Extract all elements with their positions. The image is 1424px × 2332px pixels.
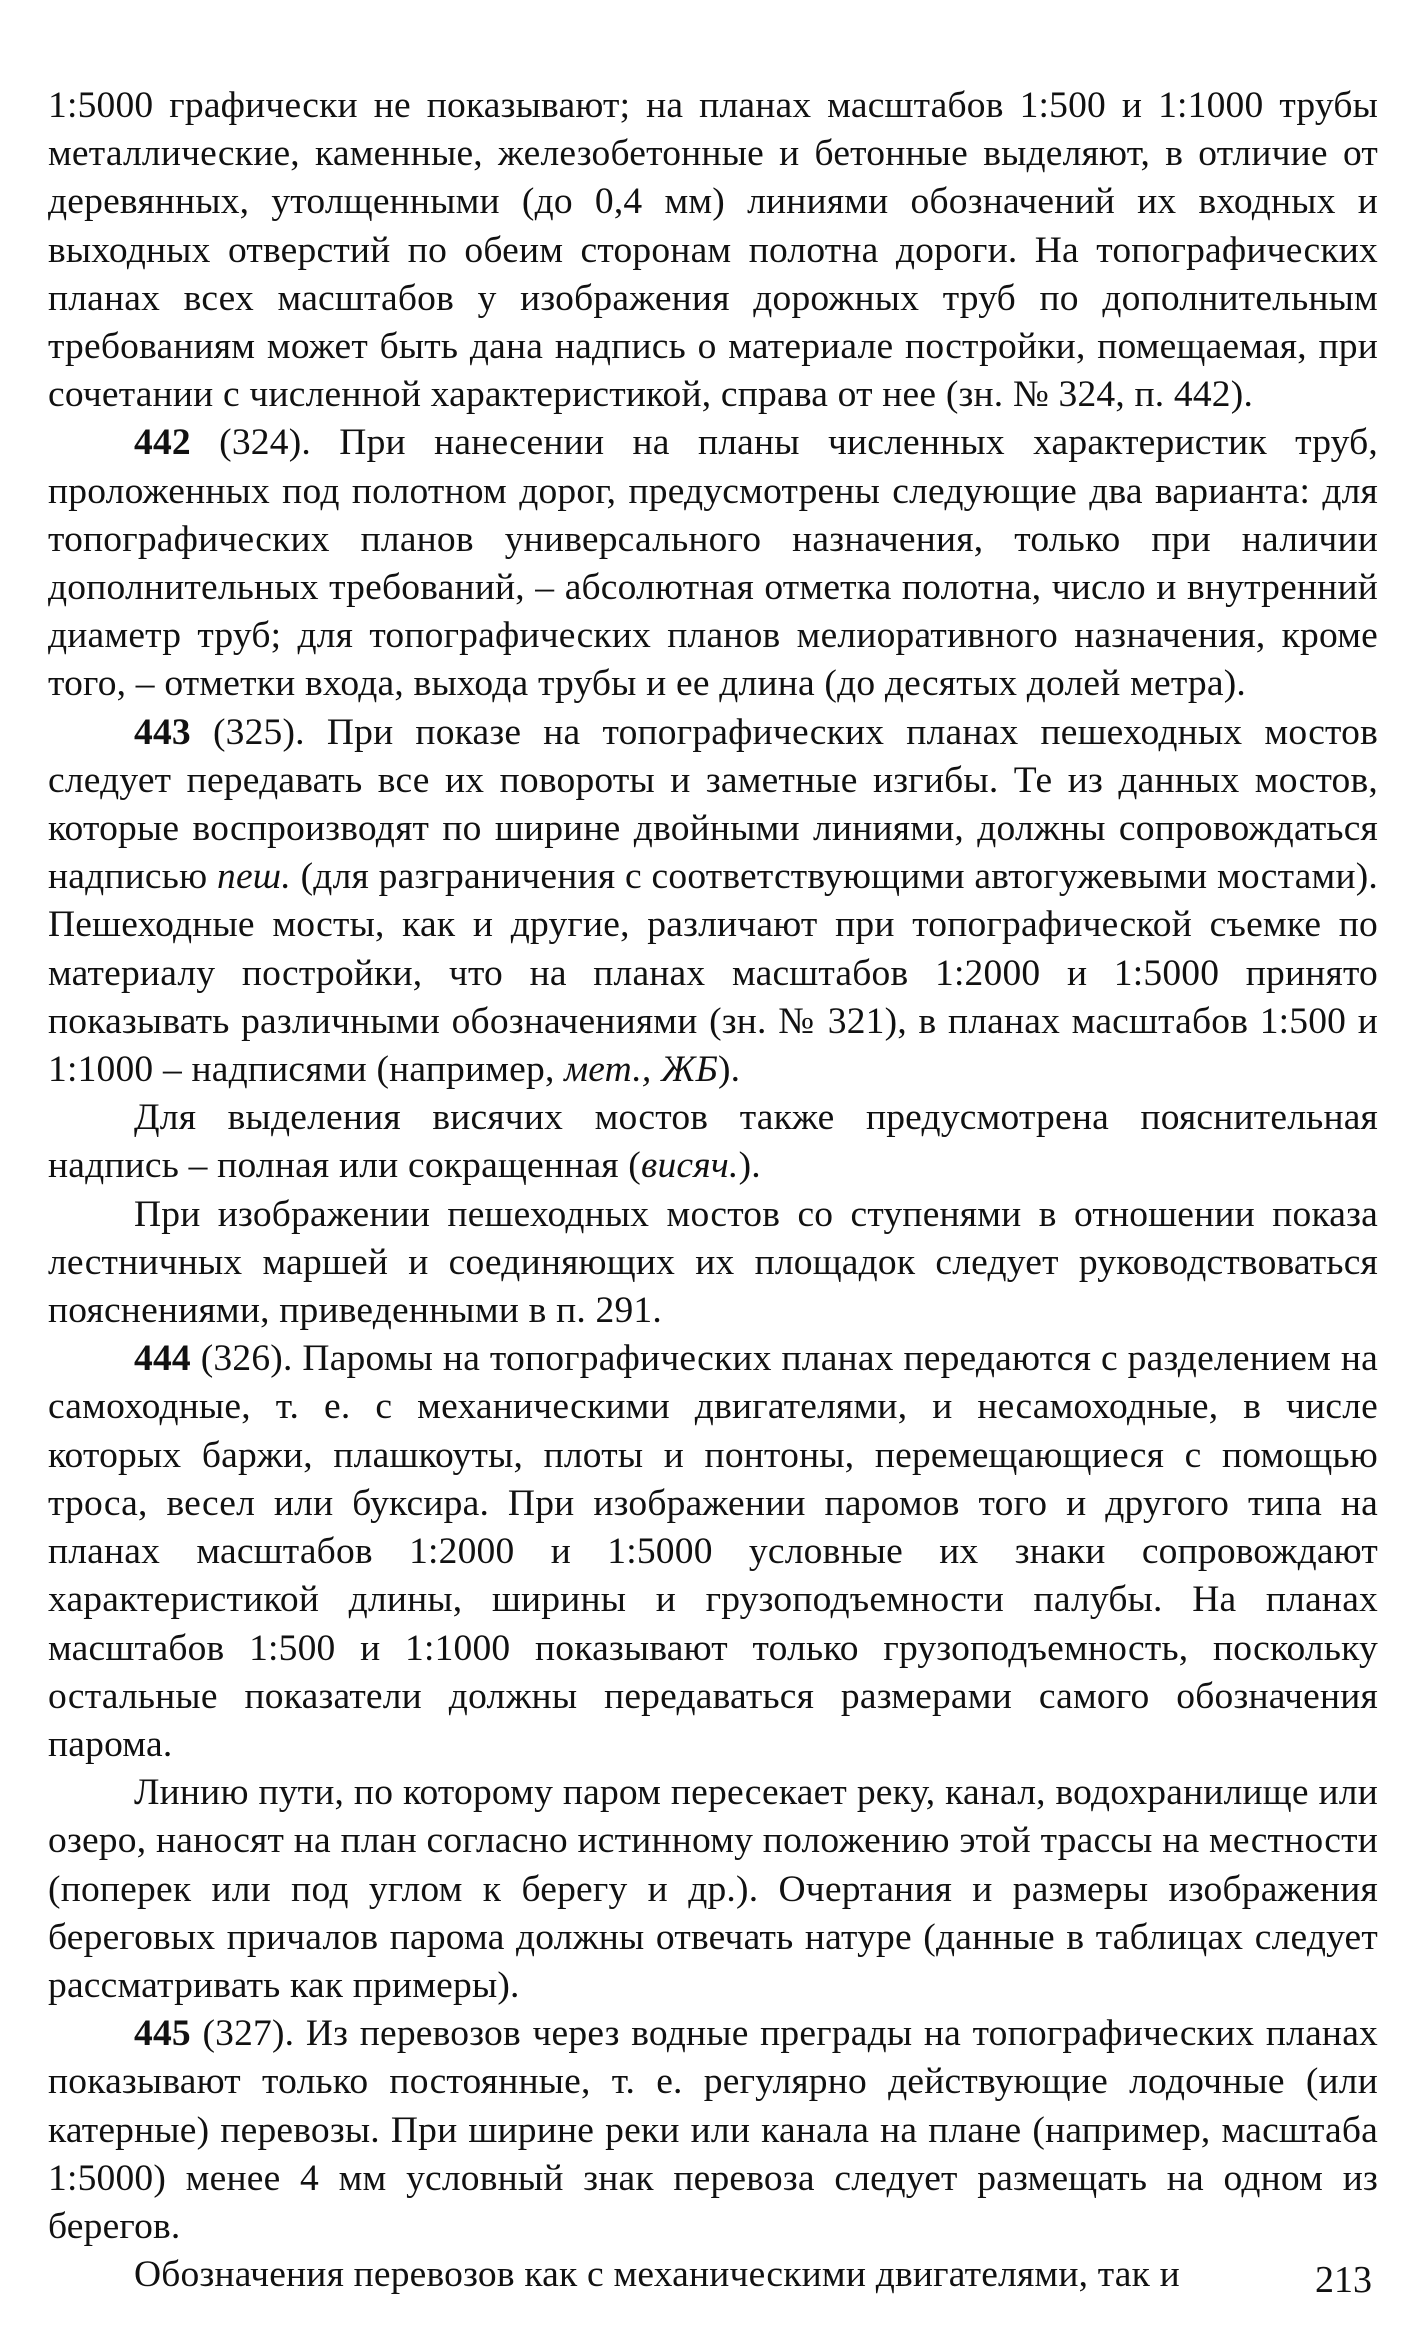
- paragraph-444: [48, 1335, 1378, 1769]
- paragraph-442: [48, 419, 1378, 708]
- section-number-442: 442: [134, 422, 191, 464]
- paragraph-445: [48, 2010, 1378, 2251]
- paragraph-continuation: 1:5000 графически не показывают; на планах масштабов 1:500 и 1:1000 трубы металлические, каменные, железобетонные и бетонные выделяют, в отличие от деревянных, утолщенными (до 0,4 мм) линиями обозначений их входных и выходных отверстий по обеим сторонам полотна дороги. На топографических планах всех масштабов у изображения дорожных труб по дополнительным требованиям может быть дана надпись о материале постройки, помещаемая, при сочетании с численной характеристикой, справа от нее (зн. № 324, п. 442).: [48, 85, 1378, 416]
- page-number: 213: [1315, 2259, 1372, 2301]
- paragraph-443-text-c: ).: [717, 1049, 741, 1091]
- paragraph-suspension-text-a: Для выделения висячих мостов также предусмотрена пояснительная надпись – полная или сокращенная (: [48, 1097, 1378, 1187]
- paragraph-444-text: (326). Паромы на топографических планах передаются с разделением на самоходные, т. е. с механическими двигателями, и несамоходные, в числе которых баржи, плашкоуты, плоты и понтоны, перемещающиеся с помощью троса, весел или буксира. При изображении паромов того и другого типа на планах масштабов 1:2000 и 1:5000 условные их знаки сопровождают характеристикой длины, ширины и грузоподъемности палубы. На планах масштабов 1:500 и 1:1000 показывают только грузоподъемность, поскольку остальные показатели должны передаваться размерами самого обозначения парома.: [48, 1338, 1378, 1765]
- paragraph-442-text: (324). При нанесении на планы численных характеристик труб, проложенных под полотном дорог, предусмотрены следующие два варианта: для топографических планов универсального назначения, только при наличии дополнительных требований, – абсолютная отметка полотна, число и внутренний диаметр труб; для топографических планов мелиоративного назначения, кроме того, – отметки входа, выхода трубы и ее длина (до десятых долей метра).: [48, 422, 1378, 705]
- paragraph-ferry-route: Линию пути, по которому паром пересекает реку, канал, водохранилище или озеро, наносят на план согласно истинному положению этой трассы на местности (поперек или под углом к берегу и др.). Очертания и размеры изображения береговых причалов парома должны отвечать натуре (данные в таблицах следует рассматривать как примеры).: [48, 1772, 1378, 2006]
- paragraph-crossing-symbols: Обозначения перевозов как с механическими двигателями, так и: [134, 2254, 1180, 2296]
- paragraph-stairs-bridges: При изображении пешеходных мостов со ступенями в отношении показа лестничных маршей и соединяющих их площадок следует руководствоваться пояснениями, приведенными в п. 291.: [48, 1193, 1378, 1332]
- section-number-445: 445: [134, 2013, 191, 2055]
- paragraph-443-text-a: (325). При показе на топографических планах пешеходных мостов следует передавать все их повороты и заметные изгибы. Те из данных мостов, которые воспроизводят по ширине двойными линиями, должны сопровождаться надписью: [48, 711, 1378, 898]
- paragraph-443-text-b: (для разграничения с соответствующими автогужевыми мостами). Пешеходные мосты, как и другие, различают при топографической съемке по материалу постройки, что на планах масштабов 1:2000 и 1:5000 принято показывать различными обозначениями (зн. № 321), в планах масштабов 1:500 и 1:1000 – надписями (например,: [48, 856, 1379, 1091]
- italic-abbrev-pesh: пеш.: [217, 856, 291, 898]
- paragraph-445-text: (327). Из перевозов через водные преграды на топографических планах показывают только постоянные, т. е. регулярно действующие лодочные (или катерные) перевозы. При ширине реки или канала на плане (например, масштаба 1:5000) менее 4 мм условный знак перевоза следует размещать на одном из берегов.: [48, 2013, 1378, 2247]
- section-number-444: 444: [134, 1338, 191, 1380]
- paragraph-suspension-bridges: [48, 1094, 1378, 1190]
- italic-abbrev-visyach: висяч.: [641, 1145, 739, 1187]
- italic-abbrev-met: мет., ЖБ: [564, 1049, 718, 1091]
- section-number-443: 443: [134, 711, 191, 753]
- paragraph-suspension-text-b: ).: [738, 1145, 761, 1187]
- paragraph-443: [48, 709, 1378, 1095]
- page-body: [48, 82, 1378, 2299]
